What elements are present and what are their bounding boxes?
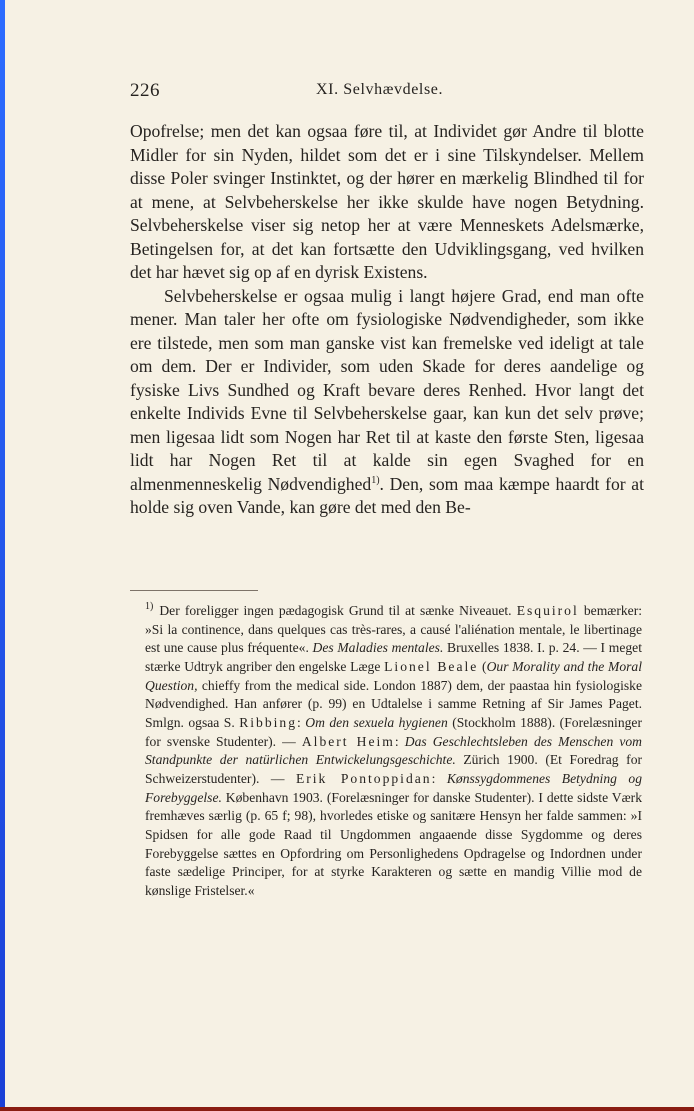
footnote-divider [130, 590, 258, 591]
paragraph-2 [130, 285, 644, 520]
page-header [130, 80, 642, 106]
footnote-marker: 1) [145, 601, 154, 613]
paragraph-2-text-b: . Den, som maa kæmpe haardt for at holde sig oven Vande, kan gøre det med den Be- [130, 473, 644, 517]
fn-text: : [431, 770, 447, 786]
fn-text: Zürich 1900. (Et Foredrag for Schweizerstudenter). — [145, 752, 643, 786]
fn-title: Kønssygdommenes Betydning og Forebyggelse. [145, 770, 642, 805]
fn-text: Bruxelles 1838. I. p. 24. — I meget stærke Udtryk angriber den engelske Læge [145, 640, 642, 674]
paragraph-2-text-a: Selvbeherskelse er ogsaa mulig i langt højere Grad, end man ofte mener. Man taler her ofte om fysiologiske Nødvendigheder, som ikke ere tilstede, men som man ganske vist kan fremelske ved ideligt at tale om dem. Der er Individer, som uden Skade for deres aandelige og fysiske Livs Sundhed og Kraft bevare deres Renhed. Hvor langt det enkelte Individs Evne til Selvbeherskelse gaar, kan kun det selv prøve; men ligesaa lidt som Nogen har Ret til at kaste den første Sten, ligesaa lidt har Nogen Ret til at kalde sin egen Svaghed for en almenmenneskelig Nødvendighed [130, 285, 644, 494]
fn-title: Das Geschlechtsleben des Menschen vom Standpunkte der natürlichen Entwickelungsgeschichte. [145, 733, 642, 768]
fn-title: Om den sexuela hygienen [305, 714, 448, 730]
scan-edge-bottom [0, 1107, 694, 1111]
fn-text: bemærker: »Si la continence, dans quelques cas très-rares, a causé l'aliénation mentale, le libertinage est une cause plus fréquente«. [145, 603, 642, 656]
fn-author-name: Albert Heim [301, 733, 395, 749]
fn-text: ( [478, 658, 487, 674]
fn-author-name: Ribbing [239, 714, 298, 730]
fn-text: København 1903. (Forelæsninger for danske Studenter). I dette sidste Værk fremhæves særlig (p. 65 f; 98), hvorledes etiske og sanitære Hensyn her falde sammen: »I Spidsen for alle gode Raad til Ungdommen angaaende disse Sygdomme og deres Forebyggelse sættes en Opfordring om Personlighedens Opdragelse og Indordnen under faste sædelige Principer, for at styrke Karakteren og sætte en mandig Villie mod de kønslige Fristelser.« [145, 789, 642, 898]
fn-text: : [297, 714, 306, 730]
scan-edge-left [0, 0, 5, 1111]
footnote [145, 602, 642, 901]
fn-title: Des Maladies mentales. [312, 640, 444, 656]
paragraph-1: Opofrelse; men det kan ogsaa føre til, at Individet gør Andre til blotte Midler for sin Nyden, hildet som det er i sine Tilskyndelser. Mellem disse Poler svinger Instinktet, og der hører en mærkelig Blindhed til for at mene, at Selvbeherskelse her ikke skulde have nogen Betydning. Selvbeherskelse viser sig netop her at være Menneskets Adelsmærke, Betingelsen for, at det kan fortsætte den Udviklingsgang, ved hvilken det har hævet sig op af en dyrisk Existens. [130, 121, 644, 282]
fn-author-name: Esquirol [516, 603, 579, 618]
fn-text: chieffy from the medical side. London 1887) dem, der paastaa hin fysiologiske Nødvendighed. Han anfører (p. 99) en Udtalelse i samme Retning af Sir James Paget. Smlgn. ogsaa S. [145, 677, 642, 730]
fn-author-name: Lionel Beale [384, 658, 479, 674]
fn-author-name: Erik Pontoppidan [295, 770, 432, 786]
fn-text: Der foreligger ingen pædagogisk Grund til at sænke Niveauet. [159, 603, 517, 618]
footnote-reference: 1) [371, 474, 380, 486]
footnote-text [145, 602, 642, 901]
main-text [130, 120, 644, 520]
running-title: XI. Selvhævdelse. [316, 81, 444, 98]
fn-title: Our Morality and the Moral Question, [145, 658, 642, 693]
fn-text: : [394, 733, 405, 749]
fn-text: (Stockholm 1888). (Forelæsninger for svenske Studenter). — [145, 714, 642, 749]
page-number: 226 [130, 80, 160, 101]
